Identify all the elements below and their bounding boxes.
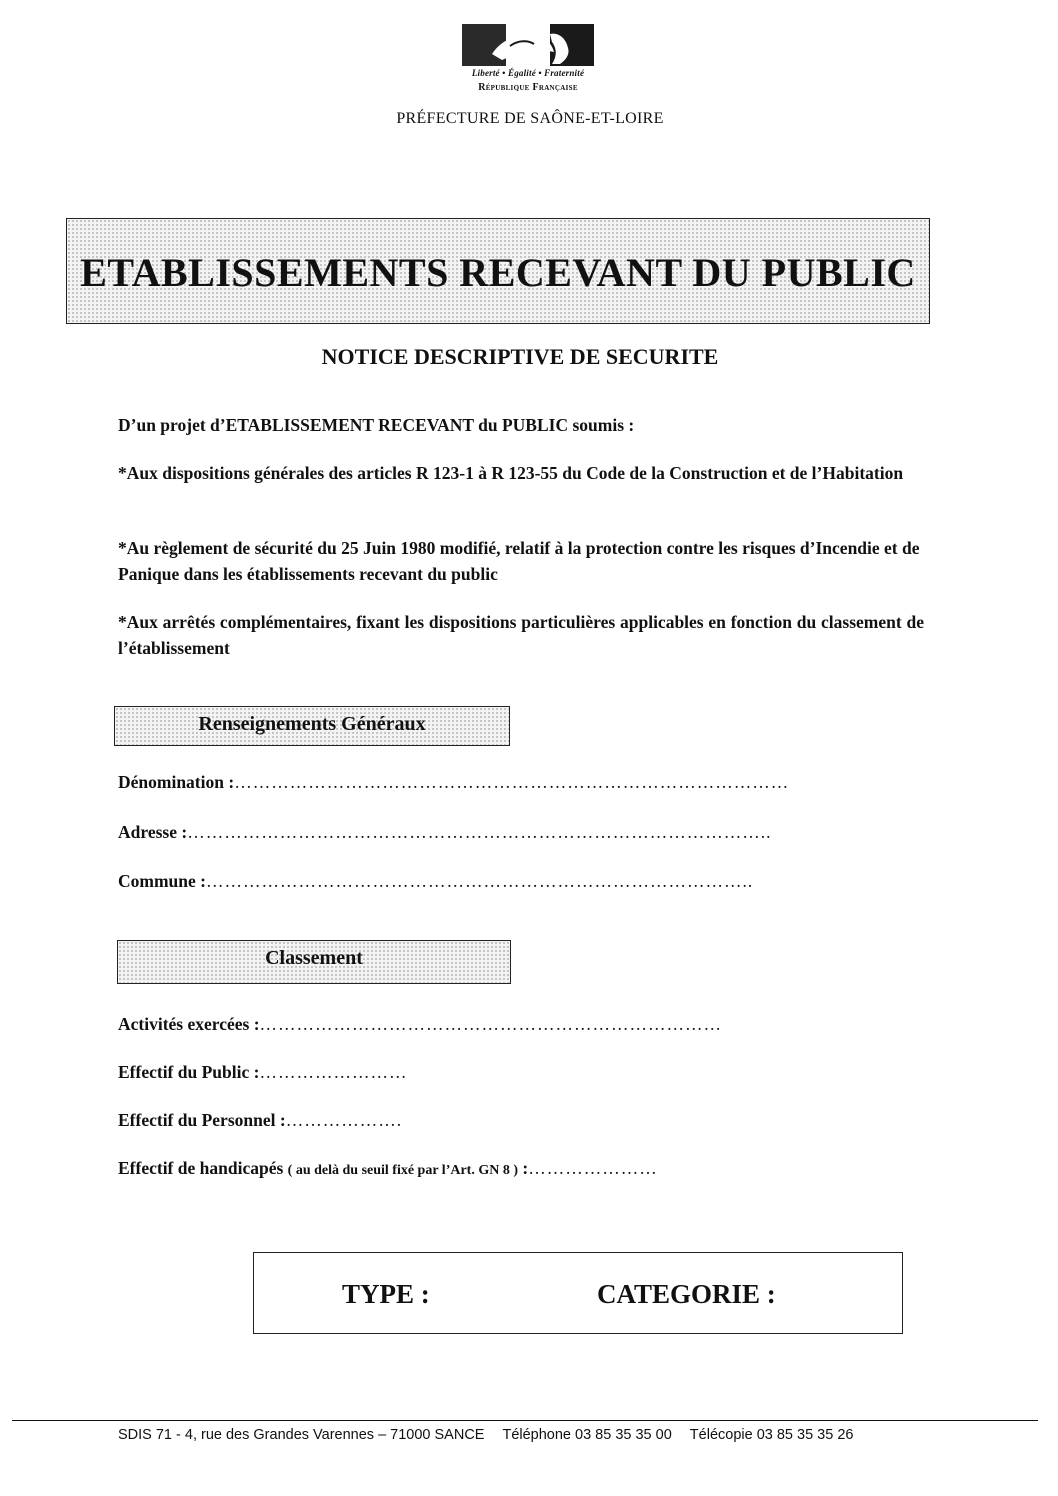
paragraph-reglement-securite: *Au règlement de sécurité du 25 Juin 1980 modifié, relatif à la protection contre les risques d’Incendie et de Panique dans les établissements recevant du public [118, 538, 920, 584]
field-label: Adresse : [118, 822, 188, 842]
republique-francaise-logo [462, 24, 594, 66]
field-effectif-personnel[interactable] [118, 1110, 402, 1131]
field-adresse[interactable] [118, 822, 771, 843]
classement-heading: Classement [265, 947, 363, 969]
type-label[interactable]: TYPE : [342, 1279, 430, 1309]
general-info-heading-box [114, 706, 510, 746]
footer-divider [12, 1420, 1038, 1421]
field-suffix: : [518, 1158, 529, 1178]
document-title: ETABLISSEMENTS RECEVANT DU PUBLIC [80, 250, 916, 295]
footer-telephone: Téléphone 03 85 35 35 00 [502, 1427, 672, 1443]
title-box [66, 218, 930, 324]
field-label: Commune : [118, 871, 206, 891]
field-effectif-handicapes[interactable] [118, 1158, 658, 1179]
notice-title: NOTICE DESCRIPTIVE DE SECURITE [321, 344, 719, 369]
logo-motto: Liberté • Égalité • Fraternité [471, 68, 585, 78]
field-dots: ……………………………………………………………………………… [234, 772, 790, 792]
footer-address: SDIS 71 - 4, rue des Grandes Varennes – 71000 SANCE [118, 1427, 485, 1443]
field-label: Effectif du Public : [118, 1062, 260, 1082]
field-dots: ………………… [528, 1158, 658, 1178]
marianne-profile-icon [462, 24, 594, 66]
general-info-heading: Renseignements Généraux [198, 713, 426, 735]
paragraph-code-construction: *Aux dispositions générales des articles R 123-1 à R 123-55 du Code de la Construction et de l’Habitation [118, 463, 904, 483]
logo-republic-name: République Française [478, 82, 578, 93]
field-dots: ………………. [285, 1110, 403, 1130]
footer-telecopie: Télécopie 03 85 35 35 26 [689, 1427, 854, 1443]
field-label: Dénomination : [118, 772, 235, 792]
field-label: Activités exercées : [118, 1014, 260, 1034]
intro-text: D’un projet d’ETABLISSEMENT RECEVANT du PUBLIC soumis : [118, 415, 635, 435]
prefecture-name: PRÉFECTURE DE SAÔNE-ET-LOIRE [396, 110, 664, 127]
field-activites-exercees[interactable] [118, 1014, 722, 1035]
type-categorie-box [253, 1252, 903, 1334]
categorie-label[interactable]: CATEGORIE : [597, 1279, 776, 1309]
field-dots: …………………… [259, 1062, 408, 1082]
field-dots: …………………………………………………………………………….. [205, 871, 754, 891]
field-commune[interactable] [118, 871, 753, 892]
classement-heading-box [117, 940, 511, 984]
field-label: Effectif du Personnel : [118, 1110, 286, 1130]
paragraph-arretes-complementaires: *Aux arrêtés complémentaires, fixant les dispositions particulières applicables en fonction du classement de l’établissement [118, 612, 924, 658]
field-note: ( au delà du seuil fixé par l’Art. GN 8 ) [287, 1163, 519, 1178]
footer [118, 1427, 1018, 1443]
field-dots: ………………………………………………………………………………….. [187, 822, 772, 842]
field-label: Effectif de handicapés [118, 1158, 288, 1178]
field-effectif-public[interactable] [118, 1062, 407, 1083]
field-dots: ………………………………………………………………… [259, 1014, 723, 1034]
field-denomination[interactable] [118, 772, 789, 793]
